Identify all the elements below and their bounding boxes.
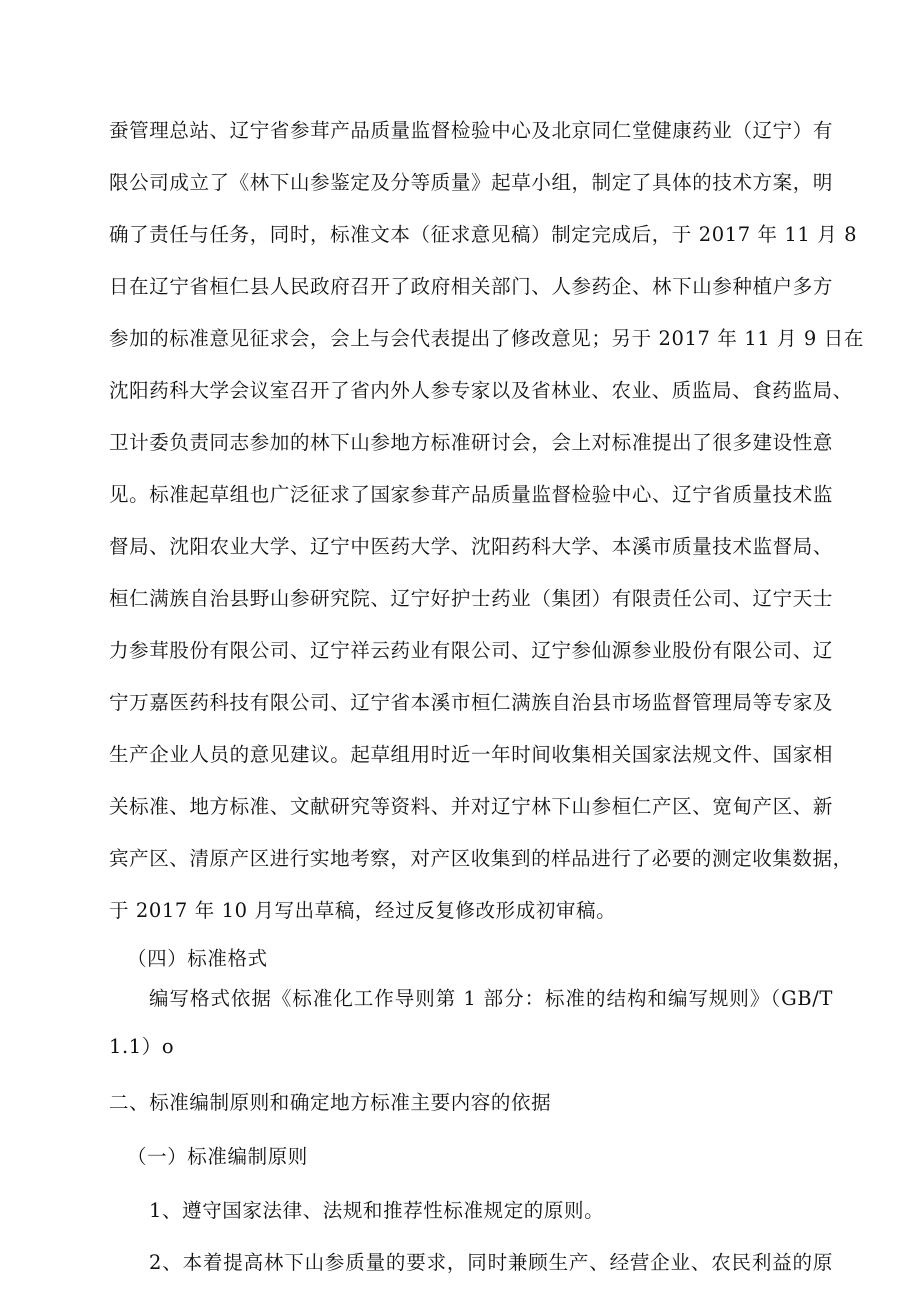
paragraph-line: 见。标准起草组也广泛征求了国家参茸产品质量监督检验中心、辽宁省质量技术监 — [109, 483, 833, 506]
paragraph-line: 限公司成立了《林下山参鉴定及分等质量》起草小组，制定了具体的技术方案，明 — [109, 171, 833, 194]
paragraph-line: 日在辽宁省桓仁县人民政府召开了政府相关部门、人参药企、林下山参种植户多方 — [109, 275, 833, 298]
paragraph-line: 力参茸股份有限公司、辽宁祥云药业有限公司、辽宁参仙源参业股份有限公司、辽 — [109, 639, 833, 662]
paragraph-line: 卫计委负责同志参加的林下山参地方标准研讨会，会上对标准提出了很多建设性意 — [109, 431, 833, 454]
paragraph-line: 督局、沈阳农业大学、辽宁中医药大学、沈阳药科大学、本溪市质量技术监督局、 — [109, 535, 833, 558]
paragraph-line: 沈阳药科大学会议室召开了省内外人参专家以及省林业、农业、质监局、食药监局、 — [109, 379, 853, 402]
paragraph-line: 桓仁满族自治县野山参研究院、辽宁好护士药业（集团）有限责任公司、辽宁天士 — [109, 587, 833, 610]
principle-item: 1、遵守国家法律、法规和推荐性标准规定的原则。 — [149, 1199, 605, 1222]
principle-item: 2、本着提高林下山参质量的要求，同时兼顾生产、经营企业、农民利益的原 — [149, 1251, 833, 1274]
paragraph-line: 生产企业人员的意见建议。起草组用时近一年时间收集相关国家法规文件、国家相 — [109, 743, 833, 766]
paragraph-line: 确了责任与任务，同时，标准文本（征求意见稿）制定完成后，于 2017 年 11 月 8 — [109, 223, 858, 246]
section-text-line: 编写格式依据《标准化工作导则第 1 部分：标准的结构和编写规则》（GB/T — [149, 987, 833, 1010]
section-text-line: 1.1）o — [109, 1035, 175, 1058]
paragraph-line: 宾产区、清原产区进行实地考察，对产区收集到的样品进行了必要的测定收集数据， — [109, 847, 853, 870]
section-heading: （四）标准格式 — [127, 947, 268, 970]
chapter-heading: 二、标准编制原则和确定地方标准主要内容的依据 — [109, 1091, 552, 1114]
paragraph-line: 于 2017 年 10 月写出草稿，经过反复修改形成初审稿。 — [109, 899, 617, 922]
paragraph-line: 关标准、地方标准、文献研究等资料、并对辽宁林下山参桓仁产区、宽甸产区、新 — [109, 795, 833, 818]
paragraph-line: 蚕管理总站、辽宁省参茸产品质量监督检验中心及北京同仁堂健康药业（辽宁）有 — [109, 119, 833, 142]
paragraph-line: 参加的标准意见征求会，会上与会代表提出了修改意见；另于 2017 年 11 月 9 日在 — [109, 327, 864, 350]
paragraph-line: 宁万嘉医药科技有限公司、辽宁省本溪市桓仁满族自治县市场监督管理局等专家及 — [109, 691, 833, 714]
subsection-heading: （一）标准编制原则 — [127, 1145, 308, 1168]
